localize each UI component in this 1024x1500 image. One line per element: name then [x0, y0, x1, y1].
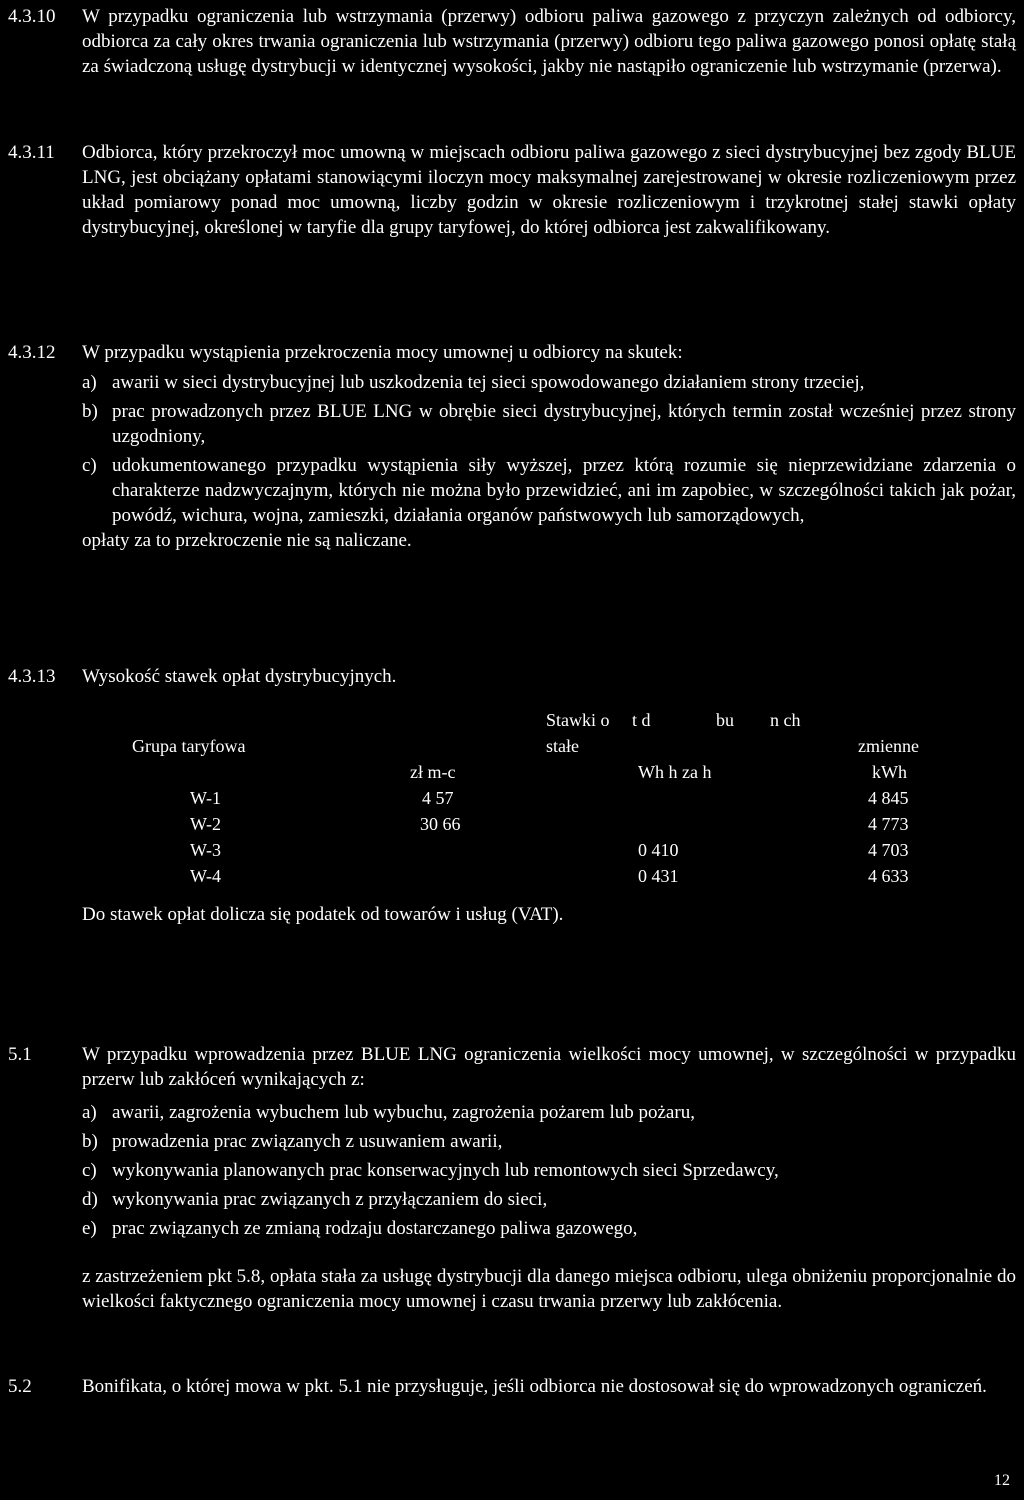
list-item-label: a) — [82, 1102, 97, 1123]
list-item — [82, 453, 1016, 528]
section-number-4-3-12: 4.3.12 — [8, 342, 56, 363]
section-number-5-2: 5.2 — [8, 1376, 32, 1397]
vat-note: Do stawek opłat dolicza się podatek od towarów i usług (VAT). — [82, 904, 564, 925]
unit-label: Wh h za h — [638, 762, 712, 782]
list-item-label: b) — [82, 1131, 98, 1152]
paragraph-5-1-outro: z zastrzeżeniem pkt 5.8, opłata stała za usługę dystrybucji dla danego miejsca odbioru, ulega obniżeniu proporcjonalnie do wielkości faktycznego ograniczenia mocy umownej i czasu trwania przerwy lub zakłócenia. — [82, 1266, 1016, 1312]
table-cell: 4 633 — [868, 866, 909, 886]
tariff-table — [0, 708, 1024, 888]
page-number: 12 — [994, 1472, 1010, 1489]
column-header-fixed: stałe — [546, 736, 579, 756]
list-item — [82, 1129, 1016, 1154]
list-item-text: wykonywania planowanych prac konserwacyjnych lub remontowych sieci Sprzedawcy, — [112, 1160, 779, 1181]
list-item-label: c) — [82, 455, 97, 476]
list-4-3-12 — [82, 370, 1016, 553]
table-cell: 4 845 — [868, 788, 909, 808]
list-item-text: prac prowadzonych przez BLUE LNG w obrębie sieci dystrybucyjnej, których termin został wcześniej przez strony uzgodniony, — [112, 401, 1016, 447]
list-item-text: udokumentowanego przypadku wystąpienia siły wyższej, przez którą rozumie się nieprzewidziane zdarzenia o charakterze nadzwyczajnym, których nie można było przewidzieć, ani im zapobiec, w szczególności takich jak pożar, powódź, wichura, wojna, zamieszki, działania organów państwowych lub samorządowych, — [112, 455, 1016, 526]
list-item — [82, 399, 1016, 449]
section-number-4-3-13: 4.3.13 — [8, 666, 56, 687]
list-item-text: prac związanych ze zmianą rodzaju dostarczanego paliwa gazowego, — [112, 1218, 638, 1239]
list-item-label: a) — [82, 372, 97, 393]
table-cell: 30 66 — [420, 814, 461, 834]
list-item-label: d) — [82, 1189, 98, 1210]
table-header-top: Stawki o — [546, 710, 610, 730]
column-header-variable: zmienne — [858, 736, 919, 756]
list-item-text: prowadzenia prac związanych z usuwaniem awarii, — [112, 1131, 503, 1152]
list-item — [82, 370, 1016, 395]
table-header-top: n ch — [770, 710, 801, 730]
table-cell-group: W-4 — [190, 866, 221, 886]
unit-label: kWh — [872, 762, 907, 782]
section-number-5-1: 5.1 — [8, 1044, 32, 1065]
section-number-4-3-11: 4.3.11 — [8, 142, 55, 163]
table-cell: 4 773 — [868, 814, 909, 834]
unit-label: zł m-c — [410, 762, 456, 782]
list-item — [82, 1216, 1016, 1241]
table-cell: 0 431 — [638, 866, 679, 886]
list-item — [82, 1158, 1016, 1183]
list-item-label: e) — [82, 1218, 97, 1239]
list-item-label: b) — [82, 401, 98, 422]
table-header-top: bu — [716, 710, 734, 730]
paragraph-4-3-13: Wysokość stawek opłat dystrybucyjnych. — [82, 666, 397, 687]
paragraph-5-1: W przypadku wprowadzenia przez BLUE LNG ograniczenia wielkości mocy umownej, w szczególności w przypadku przerw lub zakłóceń wynikających z: — [82, 1044, 1016, 1090]
list-item-label: c) — [82, 1160, 97, 1181]
paragraph-5-2: Bonifikata, o której mowa w pkt. 5.1 nie przysługuje, jeśli odbiorca nie dostosował się do wprowadzonych ograniczeń. — [82, 1376, 987, 1397]
paragraph-4-3-10: W przypadku ograniczenia lub wstrzymania (przerwy) odbioru paliwa gazowego z przyczyn zależnych od odbiorcy, odbiorca za cały okres trwania ograniczenia lub wstrzymania (przerwy) odbioru tego paliwa gazowego ponosi opłatę stałą za świadczoną usługę dystrybucji w identycznej wysokości, jakby nie nastąpiło ograniczenie lub wstrzymanie (przerwa). — [82, 6, 1016, 77]
section-number-4-3-10: 4.3.10 — [8, 6, 56, 27]
list-item — [82, 1187, 1016, 1212]
table-header-top: t d — [632, 710, 651, 730]
table-cell: 0 410 — [638, 840, 679, 860]
table-cell-group: W-3 — [190, 840, 221, 860]
list-5-1 — [82, 1100, 1016, 1241]
table-cell-group: W-1 — [190, 788, 221, 808]
paragraph-4-3-11: Odbiorca, który przekroczył moc umowną w miejscach odbioru paliwa gazowego z sieci dystrybucyjnej bez zgody BLUE LNG, jest obciążany opłatami stanowiącymi iloczyn mocy maksymalnej zarejestrowanej w okresie rozliczeniowym przez układ pomiarowy ponad moc umowną, liczby godzin w okresie rozliczeniowym i trzykrotnej stałej stawki opłaty dystrybucyjnej, określonej w taryfie dla grupy taryfowej, do której odbiorca jest zakwalifikowany. — [82, 142, 1016, 238]
list-item-text: awarii, zagrożenia wybuchem lub wybuchu, zagrożenia pożarem lub pożaru, — [112, 1102, 695, 1123]
paragraph-4-3-12-intro: W przypadku wystąpienia przekroczenia mocy umownej u odbiorcy na skutek: — [82, 342, 683, 363]
table-cell: 4 57 — [422, 788, 454, 808]
list-item-text: awarii w sieci dystrybucyjnej lub uszkodzenia tej sieci spowodowanego działaniem strony trzeciej, — [112, 372, 865, 393]
list-item-text: wykonywania prac związanych z przyłączaniem do sieci, — [112, 1189, 548, 1210]
column-header-group: Grupa taryfowa — [132, 736, 246, 756]
table-cell: 4 703 — [868, 840, 909, 860]
paragraph-4-3-12-outro: opłaty za to przekroczenie nie są naliczane. — [82, 530, 412, 551]
table-cell-group: W-2 — [190, 814, 221, 834]
list-item — [82, 1100, 1016, 1125]
